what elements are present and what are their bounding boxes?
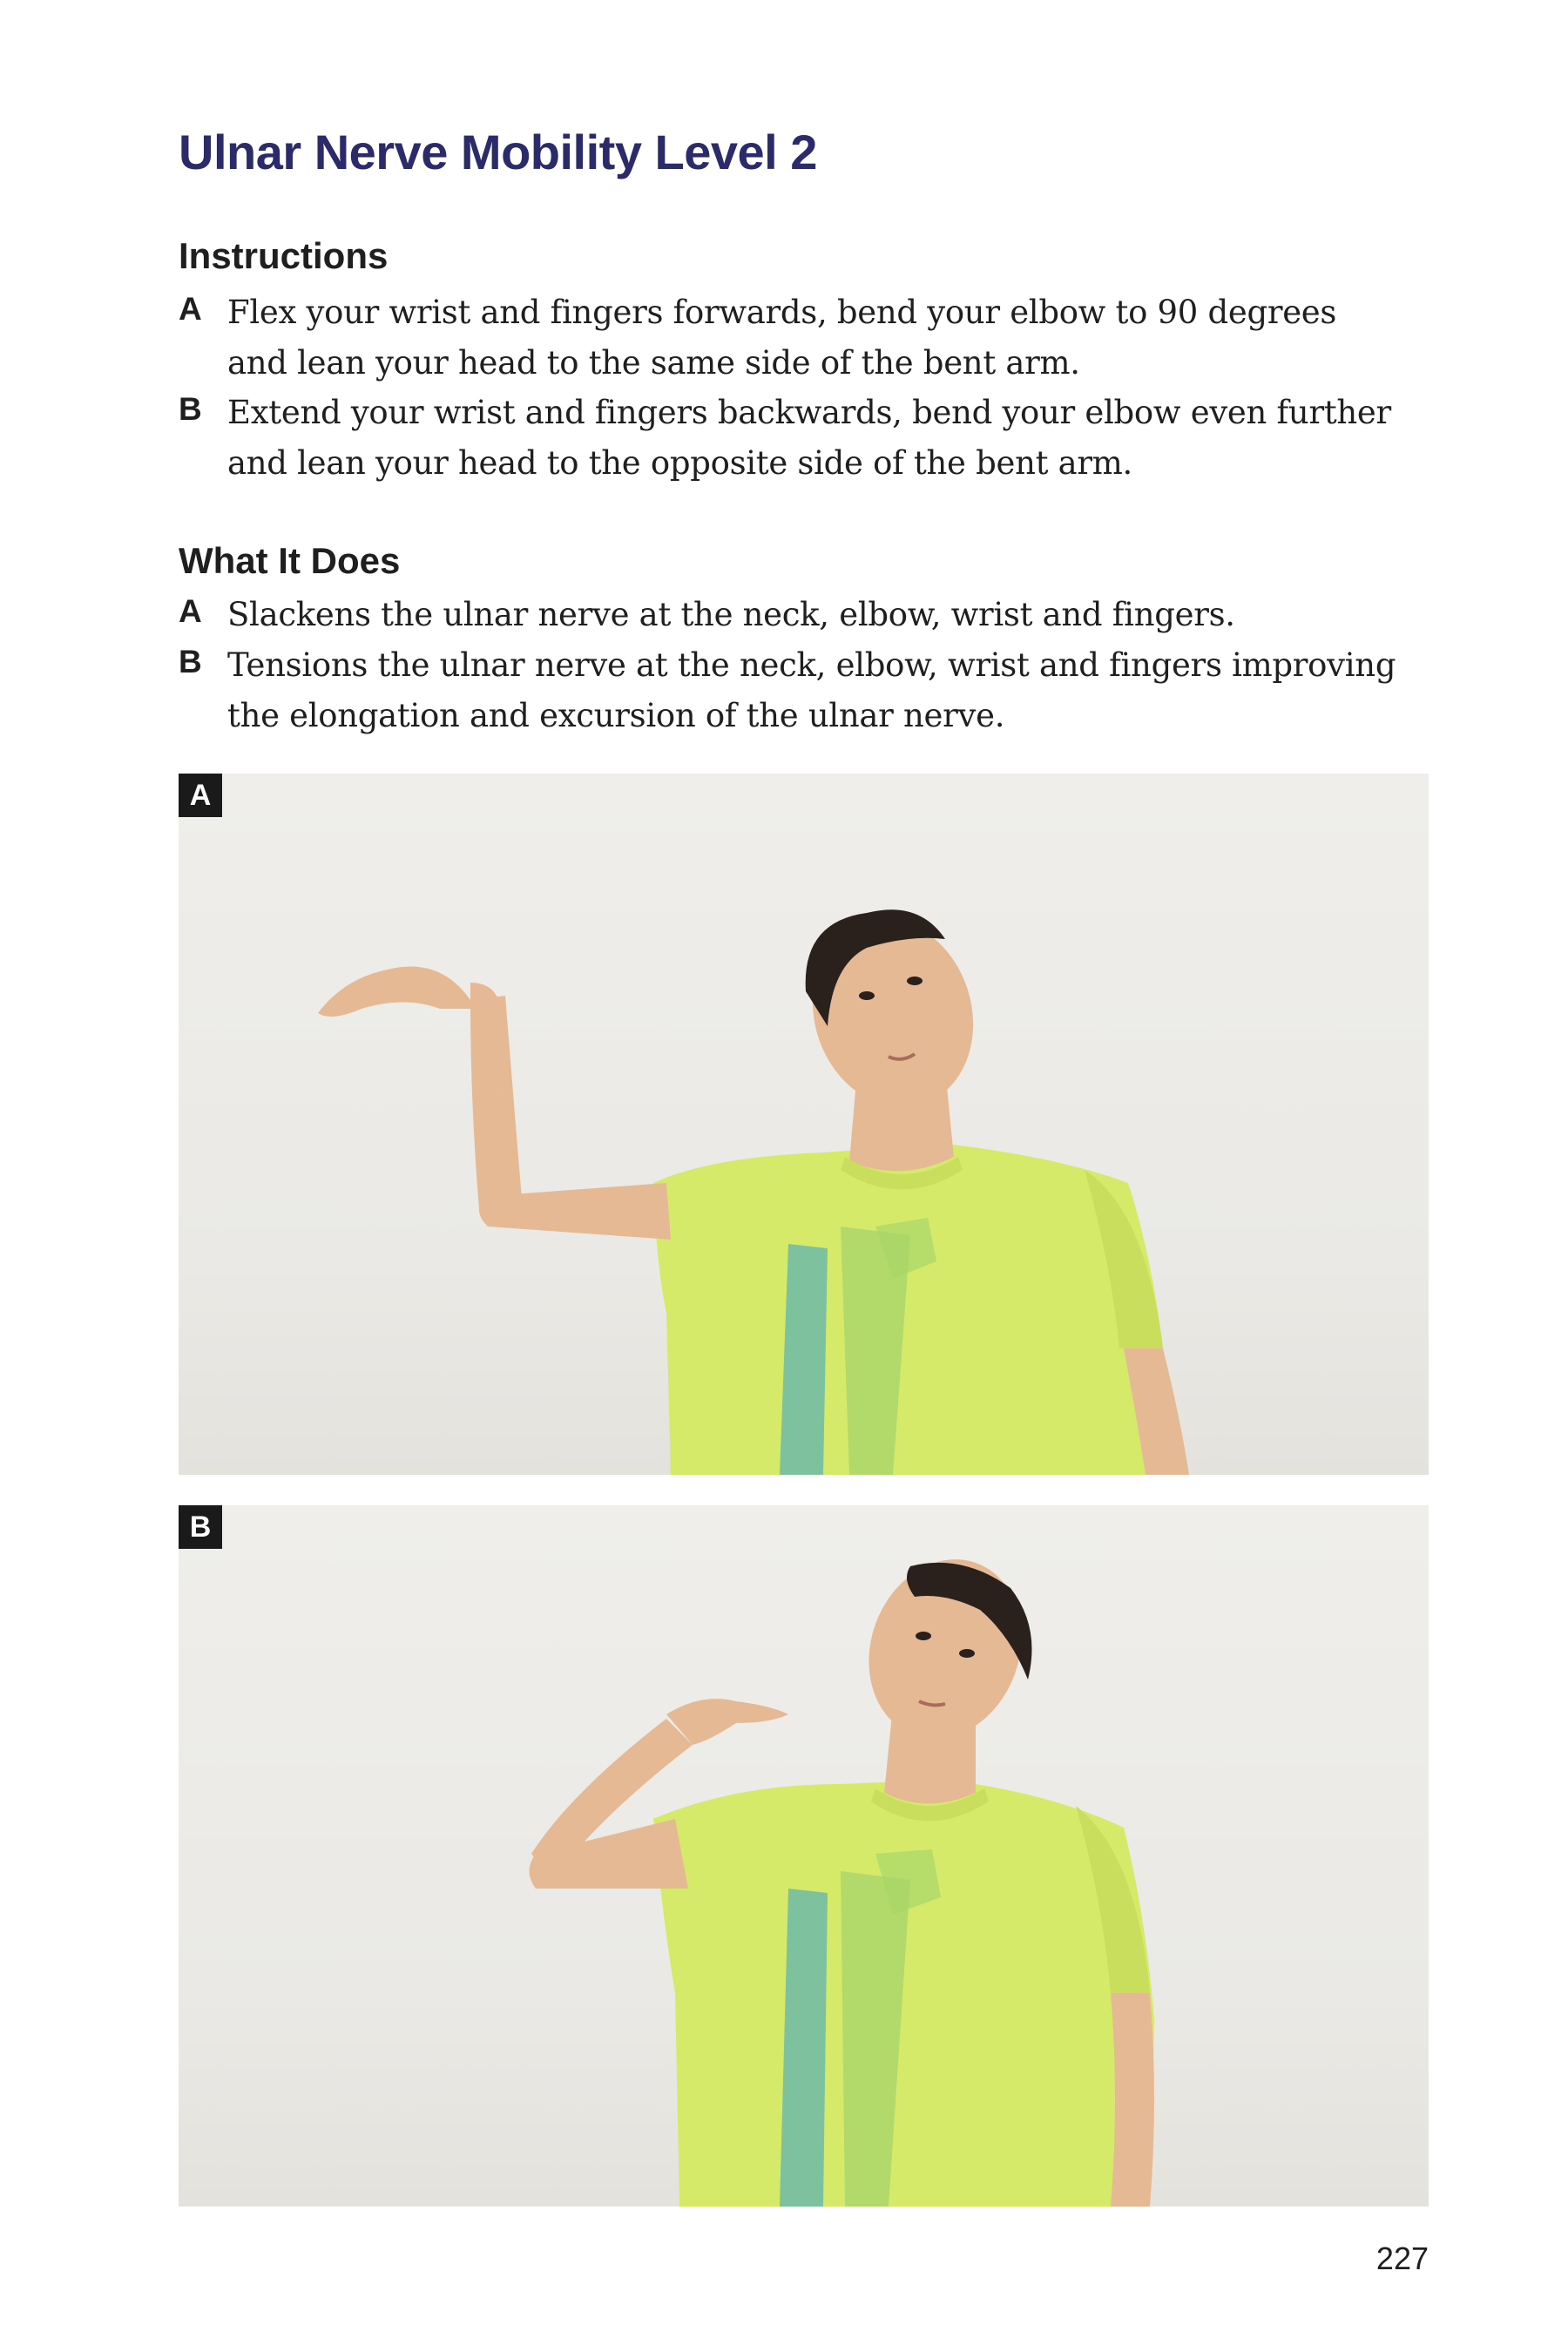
instruction-letter: B <box>179 391 202 427</box>
effect-letter: B <box>179 644 202 679</box>
page-number: 227 <box>1375 2240 1429 2276</box>
photo-label-b: B <box>179 1505 222 1549</box>
effect-letter: A <box>179 593 202 629</box>
instructions-heading: Instructions <box>179 235 389 276</box>
instruction-letter: A <box>179 291 202 327</box>
exercise-photo-b <box>179 1505 1429 2207</box>
man-bent-arm-extended-illustration <box>179 1505 1429 2207</box>
photo-label-a: A <box>179 774 222 817</box>
effect-text: Tensions the ulnar nerve at the neck, elbow, wrist and fingers improving the elongation and excursion of the ulnar nerve. <box>227 646 1396 734</box>
exercise-photo-a <box>179 774 1429 1475</box>
instruction-text: Extend your wrist and fingers backwards, bend your elbow even further and lean your head to the opposite side of the bent arm. <box>227 394 1391 482</box>
what-it-does-heading: What It Does <box>179 540 401 581</box>
page-title: Ulnar Nerve Mobility Level 2 <box>179 125 817 179</box>
man-bent-arm-forward-flex-illustration <box>179 774 1429 1475</box>
instruction-text: Flex your wrist and fingers forwards, bend your elbow to 90 degrees and lean your head to the same side of the bent arm. <box>227 294 1337 382</box>
effect-text: Slackens the ulnar nerve at the neck, elbow, wrist and fingers. <box>227 596 1235 633</box>
